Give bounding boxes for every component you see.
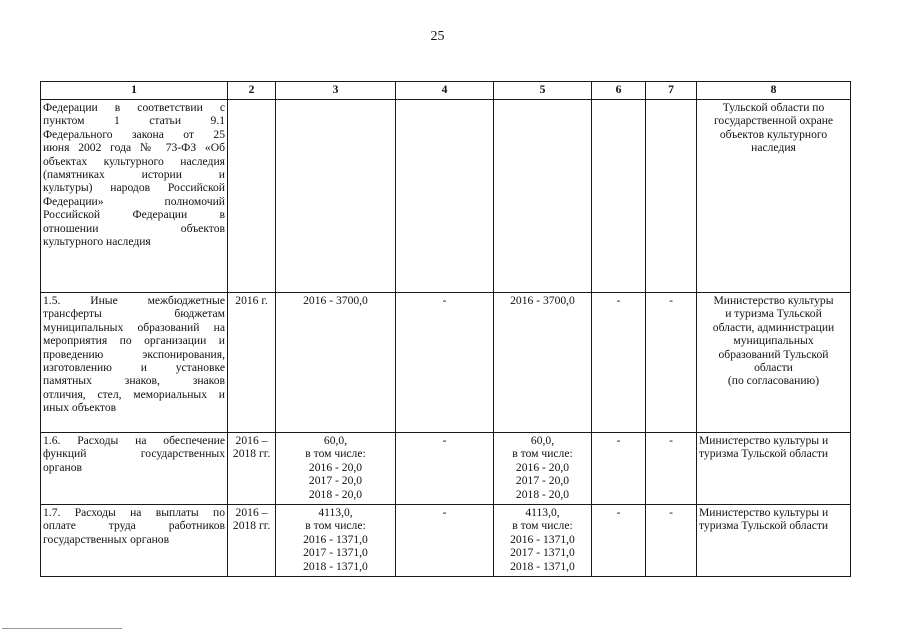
- cell-line: мероприятия по организации и: [43, 334, 225, 348]
- cell-line: культурного наследия: [43, 235, 151, 249]
- col-header-2: 2: [228, 82, 276, 100]
- cell-line: (памятниках истории и: [43, 168, 225, 182]
- cell-regional: [494, 100, 592, 293]
- cell-line: государственных органов: [43, 532, 170, 546]
- col-header-5: 5: [494, 82, 592, 100]
- cell-federal: -: [396, 293, 494, 433]
- cell-line: 4113,0,: [318, 506, 353, 519]
- cell-line: 2016 - 3700,0: [510, 294, 575, 307]
- cell-line: 4113,0,: [525, 506, 560, 519]
- cell-line: в том числе:: [305, 519, 366, 533]
- cell-period: [228, 293, 276, 433]
- table-row: [41, 505, 851, 577]
- cell-line: 2016 - 1371,0: [303, 532, 368, 546]
- cell-line: в том числе:: [512, 519, 573, 533]
- col-header-6: 6: [592, 82, 646, 100]
- cell-line: 2016 –: [235, 506, 268, 519]
- cell-federal: -: [396, 433, 494, 505]
- cell-line: 1.5. Иные межбюджетные: [43, 294, 225, 307]
- cell-line: государственной охране: [713, 114, 834, 128]
- cell-line: проведению экспонирования,: [43, 347, 225, 361]
- cell-line: 2017 - 1371,0: [303, 546, 368, 560]
- cell-line: 2017 - 1371,0: [510, 546, 575, 560]
- page-edge-line: [2, 628, 122, 629]
- cell-total: [276, 293, 396, 433]
- cell-line: 2018 - 1371,0: [510, 559, 575, 573]
- plan-table: [40, 81, 851, 577]
- cell-line: 2017 - 20,0: [308, 474, 363, 488]
- cell-line: отличия, стел, мемориальных и: [43, 387, 225, 401]
- col-header-1: 1: [41, 82, 228, 100]
- cell-line: 2018 - 20,0: [515, 487, 570, 501]
- cell-local: -: [592, 293, 646, 433]
- cell-line: Федерации в соответствии с: [43, 101, 225, 114]
- cell-other: -: [646, 505, 697, 577]
- cell-line: 2016 - 1371,0: [510, 532, 575, 546]
- cell-line: образований Тульской: [718, 347, 829, 361]
- cell-period: [228, 433, 276, 505]
- cell-line: 1.7. Расходы на выплаты по: [43, 506, 225, 519]
- cell-line: 2017 - 20,0: [515, 474, 570, 488]
- cell-regional: [494, 293, 592, 433]
- cell-period: [228, 505, 276, 577]
- table-row: [41, 100, 851, 293]
- cell-responsible: [697, 433, 851, 505]
- cell-line: в том числе:: [512, 447, 573, 461]
- cell-line: 2018 - 20,0: [308, 487, 363, 501]
- cell-line: 2016 г.: [235, 294, 268, 307]
- cell-line: (по согласованию): [727, 374, 820, 388]
- cell-line: функций государственных: [43, 447, 225, 461]
- cell-line: пунктом 1 статьи 9.1: [43, 114, 225, 128]
- table-row: [41, 433, 851, 505]
- cell-line: оплате труда работников: [43, 519, 225, 533]
- cell-line: и туризма Тульской: [725, 307, 822, 321]
- cell-line: объектах культурного наследия: [43, 154, 225, 168]
- cell-federal: -: [396, 505, 494, 577]
- cell-local: -: [592, 433, 646, 505]
- table-header-row: [41, 82, 851, 100]
- cell-line: органов: [43, 460, 82, 474]
- cell-local: [592, 100, 646, 293]
- cell-line: 1.6. Расходы на обеспечение: [43, 434, 225, 447]
- cell-line: туризма Тульской области: [699, 519, 829, 533]
- cell-other: -: [646, 433, 697, 505]
- cell-period: [228, 100, 276, 293]
- cell-line: Российской Федерации в: [43, 208, 225, 222]
- cell-line: иных объектов: [43, 401, 117, 415]
- cell-line: отношении объектов: [43, 221, 225, 235]
- cell-line: Министерство культуры и: [699, 506, 829, 519]
- cell-line: туризма Тульской области: [699, 447, 829, 461]
- cell-line: 2016 - 20,0: [308, 460, 363, 474]
- table-row: [41, 293, 851, 433]
- cell-line: памятных знаков, знаков: [43, 374, 225, 388]
- cell-total: [276, 505, 396, 577]
- cell-line: 2018 гг.: [232, 447, 271, 461]
- col-header-3: 3: [276, 82, 396, 100]
- cell-line: 2018 - 1371,0: [303, 559, 368, 573]
- cell-line: 60,0,: [323, 434, 348, 447]
- cell-federal: [396, 100, 494, 293]
- cell-line: Тульской области по: [722, 101, 825, 114]
- cell-line: муниципальных: [733, 334, 814, 348]
- cell-responsible: [697, 505, 851, 577]
- cell-line: 2016 - 20,0: [515, 460, 570, 474]
- cell-line: трансферты бюджетам: [43, 307, 225, 321]
- cell-total: [276, 100, 396, 293]
- col-header-4: 4: [396, 82, 494, 100]
- cell-description: [41, 433, 228, 505]
- cell-line: Министерство культуры: [713, 294, 834, 307]
- cell-responsible: [697, 100, 851, 293]
- cell-description: [41, 293, 228, 433]
- cell-local: -: [592, 505, 646, 577]
- cell-total: [276, 433, 396, 505]
- cell-line: 2016 - 3700,0: [303, 294, 368, 307]
- cell-regional: [494, 505, 592, 577]
- cell-line: Федерации» полномочий: [43, 194, 225, 208]
- page-number: 25: [430, 29, 445, 44]
- cell-line: в том числе:: [305, 447, 366, 461]
- cell-description: [41, 505, 228, 577]
- cell-description: [41, 100, 228, 293]
- cell-line: 2016 –: [235, 434, 268, 447]
- cell-line: 2018 гг.: [232, 519, 271, 533]
- cell-line: июня 2002 года № 73-ФЗ «Об: [43, 141, 225, 155]
- cell-line: Федерального закона от 25: [43, 127, 225, 141]
- col-header-7: 7: [646, 82, 697, 100]
- cell-line: области, администрации: [712, 320, 835, 334]
- cell-line: культуры) народов Российской: [43, 181, 225, 195]
- cell-line: изготовлению и установке: [43, 361, 225, 375]
- cell-line: наследия: [751, 141, 796, 155]
- cell-responsible: [697, 293, 851, 433]
- cell-regional: [494, 433, 592, 505]
- cell-line: 60,0,: [530, 434, 555, 447]
- cell-line: муниципальных образований на: [43, 320, 225, 334]
- cell-other: -: [646, 293, 697, 433]
- col-header-8: 8: [697, 82, 851, 100]
- cell-other: [646, 100, 697, 293]
- cell-line: Министерство культуры и: [699, 434, 829, 447]
- cell-line: объектов культурного: [719, 127, 828, 141]
- cell-line: области: [754, 361, 793, 375]
